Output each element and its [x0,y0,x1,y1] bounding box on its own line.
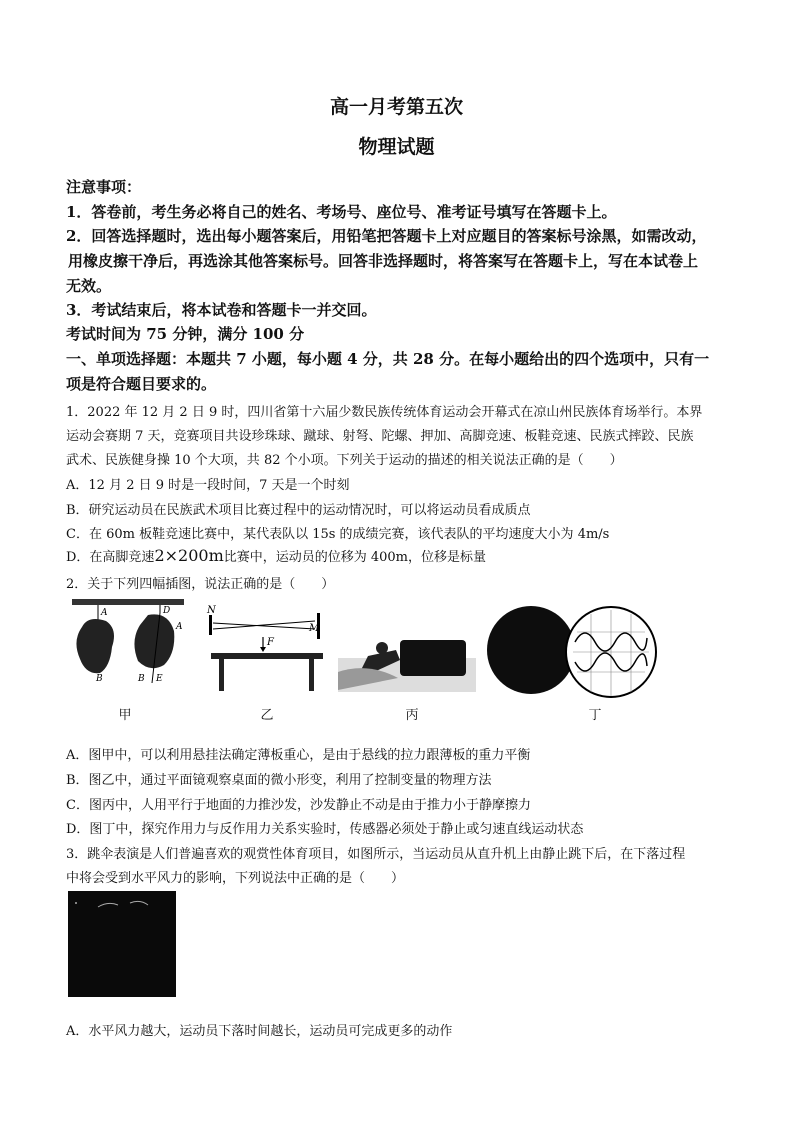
note-2-line-1: 2．回答选择题时，选出每小题答案后，用铅笔把答题卡上对应题目的答案标号涂黑，如需改动， [66,227,707,245]
figure-jia [68,597,188,693]
table-top [211,653,323,659]
label-d: D [163,606,171,616]
note-2-line-3: 无效。 [66,277,112,295]
q1-option-d [66,546,486,565]
q1-option-b: B．研究运动员在民族武术项目比赛过程中的运动情况时，可以将运动员看成质点 [66,503,531,518]
table-leg-left [219,659,224,691]
note-1: 1．答卷前，考生务必将自己的姓名、考场号、座位号、准考证号填写在答题卡上。 [66,203,617,221]
notes-heading: 注意事项： [66,178,142,196]
note-2-line-2: 用橡皮擦干净后，再选涂其他答案标号。回答非选择题时，将答案写在答题卡上，写在本试卷上 [68,252,699,270]
label-e: E [156,674,163,684]
label-a-left: A [101,608,108,618]
note-3: 3．考试结束后，将本试卷和答题卡一并交回。 [66,301,377,319]
exam-time: 考试时间为 75 分钟，满分 100 分 [66,325,305,343]
mirror-n [209,615,212,635]
figure-q3-photo [68,891,176,997]
q1-option-a: A．12 月 2 日 9 时是一段时间，7 天是一个时刻 [66,478,350,493]
figure-yi [205,603,330,695]
table-leg-right [309,659,314,691]
q3-stem-line-2: 中将会受到水平风力的影响，下列说法中正确的是（ ） [66,871,405,886]
q2-option-b: B．图乙中，通过平面镜观察桌面的微小形变，利用了控制变量的物理方法 [66,773,492,788]
q3-stem-line-1: 3．跳伞表演是人们普遍喜欢的观赏性体育项目，如图所示，当运动员从直升机上由静止跳下后，在下落过程 [66,847,686,862]
speck [75,902,77,904]
ceiling-bar [72,599,184,605]
caption-jia: 甲 [118,708,132,723]
q2-option-c: C．图丙中，人用平行于地面的力推沙发，沙发静止不动是由于推力小于静摩擦力 [66,798,531,813]
sofa [400,640,466,676]
q2-option-d: D．图丁中，探究作用力与反作用力关系实验时，传感器必须处于静止或匀速直线运动状态 [66,822,584,837]
q1-stem-line-3: 武术、民族健身操 10 个大项，共 82 个小项。下列关于运动的描述的相关说法正确的是（ ） [66,453,623,468]
exam-title: 高一月考第五次 [329,96,463,118]
q2-stem: 2．关于下列四幅插图，说法正确的是（ ） [66,577,335,592]
label-b-left: B [96,674,103,684]
label-b-right: B [138,674,145,684]
figure-bing [338,632,476,692]
label-n: N [207,605,216,616]
q1-stem-line-2: 运动会赛期 7 天，竞赛项目共设珍珠球、蹴球、射弩、陀螺、押加、高脚竞速、板鞋竞速、民族式摔跤、民族 [66,429,694,444]
caption-ding: 丁 [588,708,602,723]
caption-bing: 丙 [405,708,419,723]
q1-option-d-suffix: 比赛中，运动员的位移为 400m，位移是标量 [223,550,487,565]
q1-option-d-math: 2×200m [154,546,224,565]
q3-option-a: A．水平风力越大，运动员下落时间越长，运动员可完成更多的动作 [66,1024,453,1039]
label-f: F [267,637,274,648]
q1-stem-line-1: 1．2022 年 12 月 2 日 9 时，四川省第十六届少数民族传统体育运动会开幕式在凉山州民族体育场举行。本界 [66,405,703,420]
section-heading-line-2: 项是符合题目要求的。 [66,375,217,393]
force-arrowhead [260,647,266,652]
exam-subtitle: 物理试题 [358,136,435,158]
q1-option-c: C．在 60m 板鞋竞速比赛中，某代表队以 15s 的成绩完赛，该代表队的平均速度大小为 4m/s [66,527,610,542]
label-a-right: A [176,622,183,632]
label-m: M [309,623,320,634]
caption-yi: 乙 [260,708,274,723]
q1-option-d-prefix: D．在高脚竞速 [66,550,155,565]
q2-option-a: A．图甲中，可以利用悬挂法确定薄板重心，是由于悬线的拉力跟薄板的重力平衡 [66,748,531,763]
figure-ding [487,602,657,698]
photo-background [68,891,176,997]
section-heading-line-1: 一、单项选择题：本题共 7 小题，每小题 4 分，共 28 分。在每小题给出的四个选项中，只有一 [66,350,710,368]
dark-circle [487,606,575,694]
thin-plate-left [76,619,114,673]
